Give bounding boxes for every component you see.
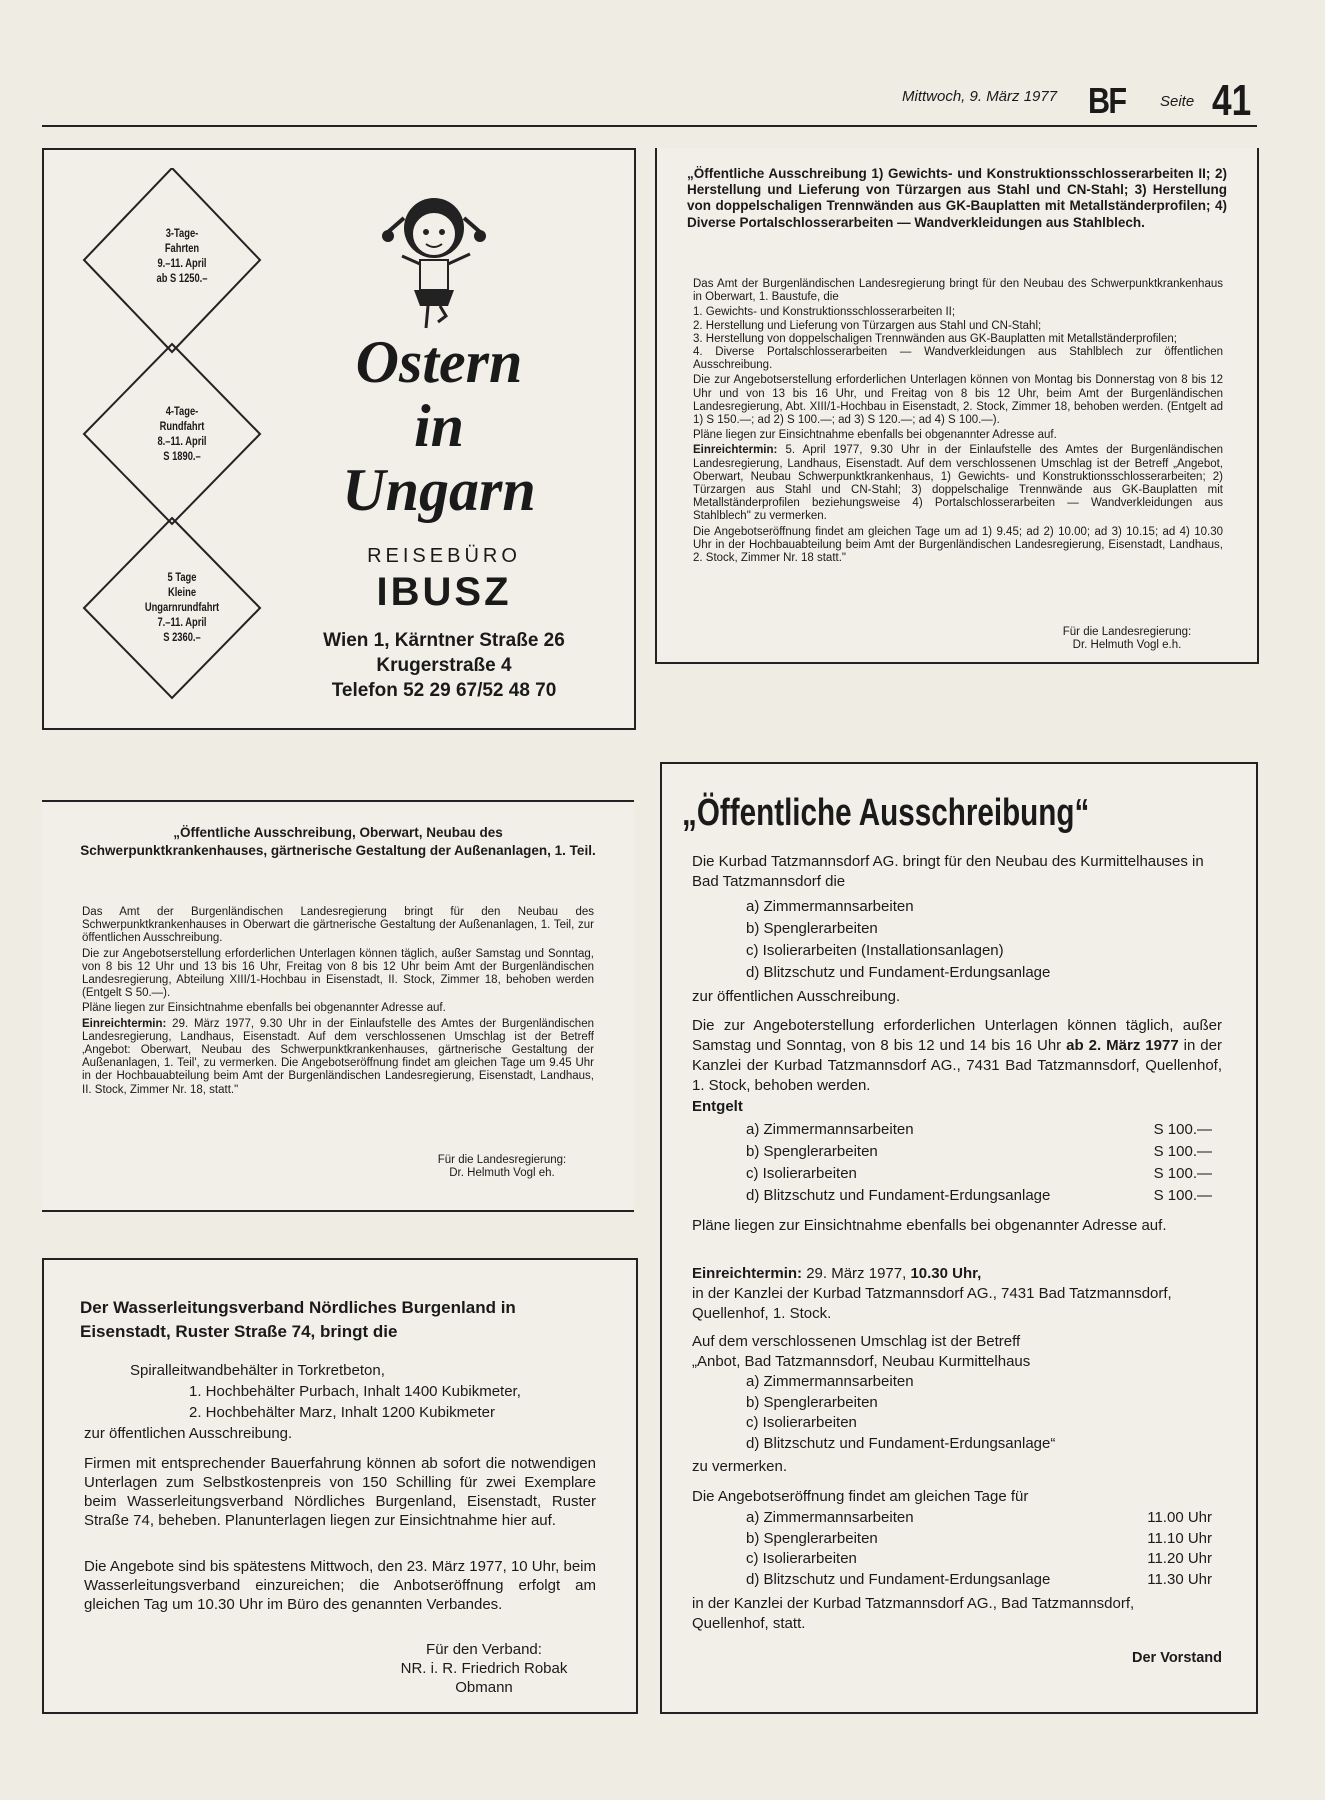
agency-address-1: Wien 1, Kärntner Straße 26 bbox=[323, 630, 565, 651]
agency-address-2: Krugerstraße 4 bbox=[376, 655, 512, 676]
notice-2 bbox=[42, 800, 634, 1212]
headline-in: in bbox=[413, 393, 465, 459]
notice-1-item: 3. Herstellung von doppelschaligen Trennwänden aus GK-Bauplatten mit Metallständerprofilen; bbox=[693, 332, 1177, 345]
opening-row: c) Isolierarbeiten 11.20 Uhr bbox=[746, 1550, 1212, 1567]
notice-4-paragraph: Die zur Angeboterstellung erforderlichen Unterlagen können täglich, außer Samstag und Sonntag, von 8 bis 12 und 14 bis 16 Uhr ab 2. März 1977 in der Kanzlei der Kurbad Tatzmannsdorf AG., 7431 Bad Tatzmannsdorf, Quellenhof, 1. Stock, behoben werden. bbox=[692, 1017, 1222, 1094]
notice-4-after-items: zur öffentlichen Ausschreibung. bbox=[692, 988, 901, 1005]
agency-phone: Telefon 52 29 67/52 48 70 bbox=[331, 680, 557, 701]
agency-label: REISEBÜRO bbox=[367, 545, 521, 567]
headline-ostern: Ostern bbox=[355, 329, 523, 395]
opening-row: d) Blitzschutz und Fundament-Erdungsanlage 11.30 Uhr bbox=[746, 1570, 1212, 1588]
notice-4-signature: Der Vorstand bbox=[1132, 1650, 1222, 1666]
notice-4 bbox=[660, 762, 1258, 1714]
opening-row: a) Zimmermannsarbeiten 11.00 Uhr bbox=[746, 1509, 1212, 1526]
fee-row: a) Zimmermannsarbeiten S 100.— bbox=[746, 1121, 1212, 1138]
notice-4-title: „Öffentliche Ausschreibung“ bbox=[682, 792, 1090, 834]
ibusz-ad bbox=[42, 148, 636, 730]
notice-4-intro: Die Kurbad Tatzmannsdorf AG. bringt für den Neubau des Kurmittelhauses in Bad Tatzmannsdorf die bbox=[692, 853, 1204, 890]
fee-row: b) Spenglerarbeiten S 100.— bbox=[746, 1143, 1212, 1160]
notice-3-line: 1. Hochbehälter Purbach, Inhalt 1400 Kubikmeter, bbox=[189, 1383, 521, 1400]
notice-1-item: 1. Gewichts- und Konstruktionsschlosserarbeiten II; bbox=[693, 306, 956, 319]
notice-1-paragraph: Pläne liegen zur Einsichtnahme ebenfalls bei obgenannter Adresse auf. bbox=[693, 429, 1057, 442]
girl-mascot-illustration bbox=[374, 188, 494, 338]
notice-3-paragraph: Die Angebote sind bis spätestens Mittwoch, den 23. März 1977, 10 Uhr, beim Wasserleitungsverband einzureichen; die Anbotseröffnung erfolgt am gleichen Tag um 10.30 Uhr im Büro des genannten Verbandes. bbox=[84, 1558, 596, 1613]
headline-ungarn: Ungarn bbox=[342, 457, 536, 523]
notice-2-signature: Für die Landesregierung: Dr. Helmuth Vogl eh. bbox=[437, 1154, 567, 1179]
notice-2-paragraph: Die zur Angebotserstellung erforderlichen Unterlagen können täglich, außer Samstag und Sonntag, von 8 bis 12 Uhr und 13 bis 16 Uhr, Freitag von 8 bis 12 Uhr beim Amt der Burgenländischen Landesregierung, Abteilung XIII/1-Hochbau in Eisenstadt, II. Stock, Zimmer 18, behoben werden (Entgelt S 50.—). bbox=[82, 947, 594, 1000]
notice-1-intro: Das Amt der Burgenländischen Landesregierung bringt für den Neubau des Schwerpunktkrankenhaus in Oberwart, 1. Baustufe, die bbox=[693, 278, 1223, 304]
notice-1-item: 2. Herstellung und Lieferung von Türzargen aus Stahl und CN-Stahl; bbox=[693, 319, 1042, 332]
notice-2-title: „Öffentliche Ausschreibung, Oberwart, Neubau des Schwerpunktkrankenhauses, gärtnerische Gestaltung der Außenanlagen, 1. Teil. bbox=[80, 825, 596, 858]
notice-3 bbox=[42, 1258, 638, 1714]
notice-4-opening-intro: Die Angebotseröffnung findet am gleichen Tage für bbox=[692, 1488, 1029, 1505]
notice-3-line: 2. Hochbehälter Marz, Inhalt 1200 Kubikmeter bbox=[189, 1404, 495, 1421]
notice-4-subject: Auf dem verschlossenen Umschlag ist der Betreff „Anbot, Bad Tatzmannsdorf, Neubau Kurmittelhaus bbox=[692, 1333, 1031, 1370]
notice-3-title: Der Wasserleitungsverband Nördliches Burgenland in Eisenstadt, Ruster Straße 74, bringt die bbox=[80, 1298, 516, 1341]
notice-1-deadline: Einreichtermin: 5. April 1977, 9.30 Uhr in der Einlaufstelle des Amtes der Burgenländischen Landesregierung, Landhaus, Eisenstadt. Auf dem verschlossenen Umschlag ist der Betreff „Angebot, Oberwart, Neubau Schwerpunktkrankenhaus, 1) Gewichts- und Konstruktionsschlosserarbeiten; 2) Türzargen aus Stahl und CN-Stahl; 3) doppelschalige Trennwände aus GK-Bauplatten mit Metallständerprofilen beziehungsweise 4) Portalschlosserarbeiten — Wandverkleidungen aus Stahlblech" zu vermerken. bbox=[693, 444, 1223, 523]
fee-row: d) Blitzschutz und Fundament-Erdungsanlage S 100.— bbox=[746, 1187, 1212, 1204]
agency-name: IBUSZ bbox=[376, 570, 512, 614]
notice-2-deadline: Einreichtermin: 29. März 1977, 9.30 Uhr in der Einlaufstelle des Amtes der Burgenländischen Landesregierung, Landhaus, Eisenstadt. Auf dem verschlossenen Umschlag ist der Betreff ‚Angebot: Oberwart, Neubau des Schwerpunktkrankenhauses, gärtnerische Gestaltung der Außenanlagen, 1. Teil', zu vermerken. Die Angebotseröffnung findet am gleichen Tage um 9.45 Uhr in der Hochbauabteilung beim Amt der Burgenländischen Landesregierung, Eisenstadt, Landhaus, II. Stock, Zimmer Nr. 18, statt." bbox=[82, 1017, 594, 1096]
page-number: 41 bbox=[1212, 76, 1252, 125]
notice-3-signature: Für den Verband: NR. i. R. Friedrich Robak Obmann bbox=[400, 1641, 568, 1696]
notice-4-fee-table bbox=[746, 1119, 1212, 1207]
notice-4-subject-items: a) Zimmermannsarbeiten b) Spenglerarbeiten c) Isolierarbeiten d) Blitzschutz und Fundament-Erdungsanlage“ bbox=[746, 1373, 1056, 1452]
header-rule bbox=[42, 125, 1257, 127]
notice-2-paragraph: Das Amt der Burgenländischen Landesregierung bringt für den Neubau des Schwerpunktkrankenhauses in Oberwart die gärtnerische Gestaltung der Außenanlagen, 1. Teil, zur öffentlichen Ausschreibung. bbox=[82, 906, 594, 945]
notice-1-signature: Für die Landesregierung: Dr. Helmuth Vogl e.h. bbox=[1062, 626, 1192, 651]
trip-1: 3-Tage- Fahrten 9.–11. April ab S 1250.– bbox=[156, 226, 208, 285]
notice-4-closing: in der Kanzlei der Kurbad Tatzmannsdorf AG., Bad Tatzmannsdorf, Quellenhof, statt. bbox=[692, 1595, 1135, 1632]
notice-1-paragraph: Die zur Angebotserstellung erforderlichen Unterlagen können von Montag bis Donnerstag von 8 bis 12 Uhr und von 13 bis 16 Uhr, und Freitag von 8 bis 12 Uhr, beim Amt der Burgenländischen Landesregierung, Abt. XIII/1-Hochbau in Eisenstadt, 2. Stock, Zimmer 18, behoben werden. (Entgelt ad 1) S 150.—; ad 2) S 100.—; ad 3) S 120.—; ad 4) S 100.—). bbox=[693, 374, 1223, 427]
notice-3-line: Spiralleitwandbehälter in Torkretbeton, bbox=[130, 1362, 385, 1379]
opening-row: b) Spenglerarbeiten 11.10 Uhr bbox=[746, 1529, 1212, 1547]
notice-1-item: 4. Diverse Portalschlosserarbeiten — Wandverkleidungen aus Stahlblech zur öffentlichen Ausschreibung. bbox=[693, 346, 1223, 372]
notice-1-body bbox=[693, 278, 1223, 567]
trip-3: 5 Tage Kleine Ungarnrundfahrt 7.–11. April S 2360.– bbox=[144, 570, 220, 644]
notice-4-vermerken: zu vermerken. bbox=[692, 1458, 788, 1475]
newspaper-logo: BF bbox=[1088, 80, 1126, 121]
notice-1-paragraph: Die Angebotseröffnung findet am gleichen Tage um ad 1) 9.45; ad 2) 10.00; ad 3) 10.15; ad 4) 10.30 Uhr in der Hochbauabteilung beim Amt der Burgenländischen Landesregierung, Eisenstadt, Landhaus, 2. Stock, Zimmer Nr. 18 statt." bbox=[693, 525, 1223, 565]
notice-4-deadline: Einreichtermin: 29. März 1977, 10.30 Uhr, in der Kanzlei der Kurbad Tatzmannsdorf AG., 7431 Bad Tatzmannsdorf, Quellenhof, 1. Stock. bbox=[692, 1265, 1172, 1322]
fee-row: c) Isolierarbeiten S 100.— bbox=[746, 1165, 1212, 1182]
notice-2-paragraph: Pläne liegen zur Einsichtnahme ebenfalls bei obgenannter Adresse auf. bbox=[82, 1002, 446, 1015]
page-label: Seite bbox=[1160, 93, 1195, 110]
notice-1-title: „Öffentliche Ausschreibung 1) Gewichts- und Konstruktionsschlosserarbeiten II; 2) Herstellung und Lieferung von Türzargen aus Stahl und CN-Stahl; 3) Herstellung von doppelschaligen Trennwänden aus GK-Bauplatten mit Metallständerprofilen; 4) Diverse Portalschlosserarbeiten — Wandverkleidungen aus Stahlblech. bbox=[687, 166, 1227, 230]
notice-1 bbox=[655, 148, 1259, 664]
notice-2-body bbox=[82, 906, 594, 1099]
header-date: Mittwoch, 9. März 1977 bbox=[902, 88, 1058, 105]
notice-3-line: zur öffentlichen Ausschreibung. bbox=[84, 1425, 293, 1442]
notice-4-fee-label: Entgelt bbox=[692, 1098, 743, 1115]
notice-4-opening-table bbox=[746, 1508, 1212, 1590]
notice-4-paragraph: Pläne liegen zur Einsichtnahme ebenfalls bei obgenannter Adresse auf. bbox=[692, 1217, 1167, 1234]
notice-4-items: a) Zimmermannsarbeiten b) Spenglerarbeiten c) Isolierarbeiten (Installationsanlagen) d) Blitzschutz und Fundament-Erdungsanlage bbox=[746, 898, 1051, 981]
trip-2: 4-Tage- Rundfahrt 8.–11. April S 1890.– bbox=[157, 404, 207, 463]
notice-3-paragraph: Firmen mit entsprechender Bauerfahrung können ab sofort die notwendigen Unterlagen zum Selbstkostenpreis von 150 Schilling für zwei Exemplare beim Wasserleitungsverband Nördliches Burgenland, Eisenstadt, Ruster Straße 74, beheben. Planunterlagen liegen zur Einsichtnahme hier auf. bbox=[84, 1455, 596, 1529]
